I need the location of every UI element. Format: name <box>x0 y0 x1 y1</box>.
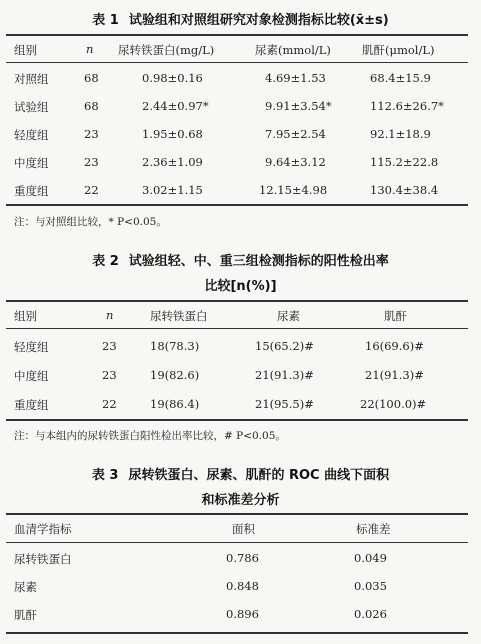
table1-cell-urea: 4.69±1.53 <box>265 71 326 85</box>
table1-header-group: 组别 <box>14 43 37 57</box>
table3-number: 表 3 <box>91 468 119 483</box>
table1-number: 表 1 <box>92 13 119 28</box>
table2-cell-n: 23 <box>102 368 117 382</box>
table1-cell-group: 试验组 <box>14 100 49 114</box>
table1-cell-n: 68 <box>84 71 99 85</box>
table3-top-rule <box>6 513 468 515</box>
table1-cell-transferrin: 0.98±0.16 <box>142 71 203 85</box>
table1-cell-creatinine: 92.1±18.9 <box>370 127 431 141</box>
table2-header-creatinine: 肌酐 <box>384 309 407 323</box>
table2-cell-n: 22 <box>102 397 117 411</box>
table2-header-urea: 尿素 <box>277 309 300 323</box>
table1-cell-n: 68 <box>84 99 99 113</box>
table2-cell-transferrin: 19(86.4) <box>150 397 200 411</box>
table2-header-transferrin: 尿转铁蛋白 <box>150 309 208 323</box>
table2-cell-urea: 21(91.3)# <box>255 368 314 382</box>
table3-cell-area: 0.848 <box>226 579 259 593</box>
table1-header-transferrin: 尿转铁蛋白(mg/L) <box>118 43 215 57</box>
table1-cell-urea: 7.95±2.54 <box>265 127 326 141</box>
table3-cell-sd: 0.049 <box>354 551 387 565</box>
table2-top-rule <box>6 300 468 302</box>
table1-cell-urea: 9.91±3.54* <box>265 99 332 113</box>
table1-cell-n: 22 <box>84 183 99 197</box>
table2-number: 表 2 <box>92 254 119 269</box>
table3-header-area: 面积 <box>232 522 255 536</box>
table2-caption-line2: 比较[n(%)] <box>204 279 277 294</box>
table3-cell-indicator: 尿转铁蛋白 <box>14 552 72 566</box>
table1-cell-n: 23 <box>84 155 99 169</box>
table2-cell-urea: 15(65.2)# <box>255 339 314 353</box>
table2-bottom-rule <box>6 419 468 421</box>
table1-cell-urea: 12.15±4.98 <box>259 183 328 197</box>
table1-bottom-rule <box>6 204 468 206</box>
table3-caption-line2: 和标准差分析 <box>201 493 280 508</box>
table2-header-n: n <box>106 308 114 322</box>
table1-cell-transferrin: 2.36±1.09 <box>142 155 203 169</box>
table2-cell-group: 重度组 <box>14 398 49 412</box>
table2-cell-transferrin: 18(78.3) <box>150 339 200 353</box>
table2-cell-group: 中度组 <box>14 369 49 383</box>
table3-header-indicator: 血清学指标 <box>14 522 72 536</box>
table2-cell-transferrin: 19(82.6) <box>150 368 200 382</box>
table2-cell-creatinine: 16(69.6)# <box>365 339 424 353</box>
table1-cell-urea: 9.64±3.12 <box>265 155 326 169</box>
table1-cell-group: 中度组 <box>14 156 49 170</box>
table1-header-creatinine: 肌酐(μmol/L) <box>362 43 435 57</box>
table1-cell-creatinine: 115.2±22.8 <box>370 155 439 169</box>
table3-cell-area: 0.896 <box>226 607 259 621</box>
table1-cell-transferrin: 1.95±0.68 <box>142 127 203 141</box>
table2-cell-n: 23 <box>102 339 117 353</box>
table1-cell-creatinine: 112.6±26.7* <box>370 99 444 113</box>
table1-cell-n: 23 <box>84 127 99 141</box>
table1-top-rule <box>6 34 468 36</box>
table2-caption-line1: 试验组轻、中、重三组检测指标的阳性检出率 <box>128 254 389 269</box>
table1-cell-group: 轻度组 <box>14 128 49 142</box>
table3-bottom-rule <box>6 632 468 634</box>
table1-caption: 试验组和对照组研究对象检测指标比较(x̄±s) <box>128 13 389 28</box>
table2-cell-urea: 21(95.5)# <box>255 397 314 411</box>
table3-cell-sd: 0.026 <box>354 607 387 621</box>
table1-cell-creatinine: 68.4±15.9 <box>370 71 431 85</box>
table3-cell-indicator: 尿素 <box>14 580 37 594</box>
table2-cell-creatinine: 21(91.3)# <box>365 368 424 382</box>
table1-cell-creatinine: 130.4±38.4 <box>370 183 439 197</box>
table2-cell-creatinine: 22(100.0)# <box>360 397 427 411</box>
table1-cell-transferrin: 2.44±0.97* <box>142 99 209 113</box>
table1-cell-transferrin: 3.02±1.15 <box>142 183 203 197</box>
table3-title-line1 <box>0 464 481 483</box>
table2-note: 注：与本组内的尿转铁蛋白阳性检出率比较，# P<0.05。 <box>14 430 286 442</box>
table1-title <box>0 9 481 28</box>
table3-cell-sd: 0.035 <box>354 579 387 593</box>
table2-cell-group: 轻度组 <box>14 340 49 354</box>
table3-header-rule <box>6 542 468 543</box>
table3-cell-area: 0.786 <box>226 551 259 565</box>
table3-header-sd: 标准差 <box>356 522 391 536</box>
table2-title-line1 <box>0 250 481 269</box>
table1-note: 注：与对照组比较，* P<0.05。 <box>14 216 167 228</box>
table2-header-rule <box>6 328 468 329</box>
table3-caption-line1: 尿转铁蛋白、尿素、肌酐的 ROC 曲线下面积 <box>128 468 390 483</box>
table1-header-urea: 尿素(mmol/L) <box>255 43 331 57</box>
table1-header-n: n <box>86 42 94 56</box>
table1-header-rule <box>6 62 468 63</box>
table2-header-group: 组别 <box>14 309 37 323</box>
table1-cell-group: 重度组 <box>14 184 49 198</box>
table1-cell-group: 对照组 <box>14 72 49 86</box>
table3-cell-indicator: 肌酐 <box>14 608 37 622</box>
